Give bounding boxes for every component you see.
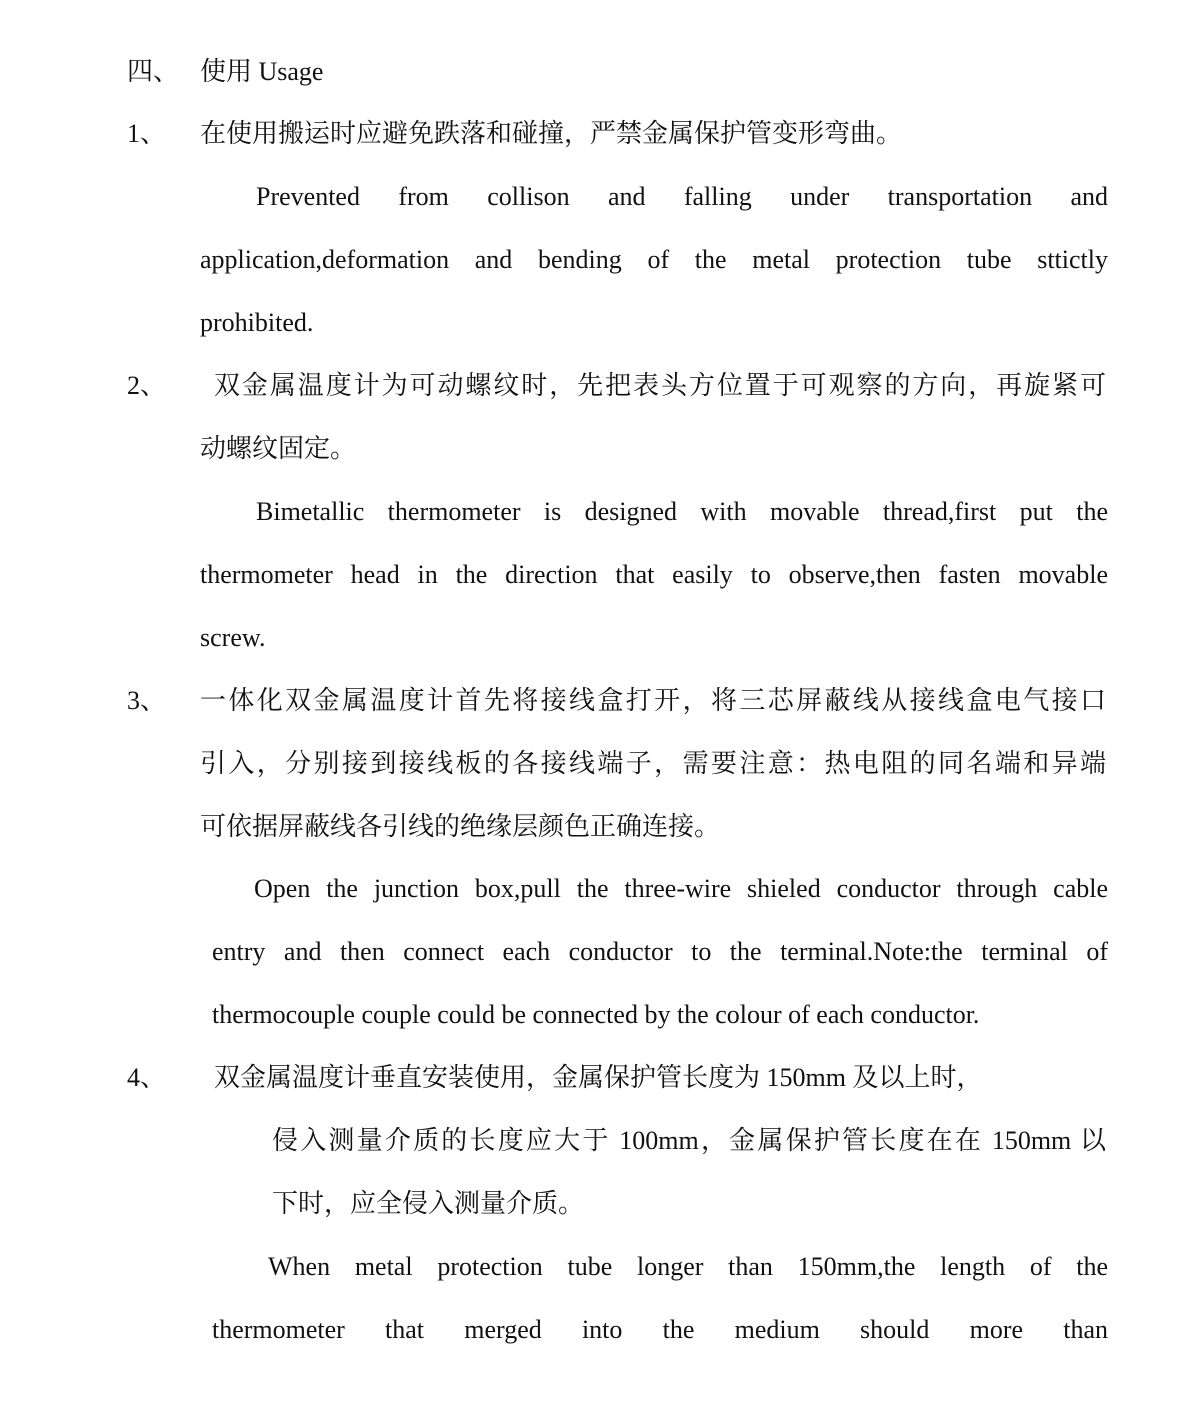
item-en-line: screw. <box>200 623 266 652</box>
item-en-line: application,deformation and bending of the metal protection tube sttictly <box>200 245 1108 274</box>
item-zh-line: 侵入测量介质的长度应大于 100mm，金属保护管长度在在 150mm 以 <box>272 1126 1106 1155</box>
item-zh-line: 一体化双金属温度计首先将接线盒打开，将三芯屏蔽线从接线盒电气接口 <box>200 686 1106 715</box>
item-zh-line: 下时，应全侵入测量介质。 <box>272 1189 585 1218</box>
item-zh-line: 双金属温度计垂直安装使用，金属保护管长度为 150mm 及以上时， <box>214 1063 983 1092</box>
item-en-line: thermocouple couple could be connected by the colour of each conductor. <box>212 1000 980 1029</box>
item-zh-line: 动螺纹固定。 <box>200 434 357 463</box>
item-zh-line: 可依据屏蔽线各引线的绝缘层颜色正确连接。 <box>200 812 721 841</box>
item-zh-line: 在使用搬运时应避免跌落和碰撞，严禁金属保护管变形弯曲。 <box>200 119 903 148</box>
item-en-line: thermometer head in the direction that easily to observe,then fasten movable <box>200 560 1108 589</box>
item-en-line: prohibited. <box>200 308 314 337</box>
item-zh-line: 引入，分别接到接线板的各接线端子，需要注意：热电阻的同名端和异端 <box>200 749 1106 778</box>
item-number: 2、 <box>127 371 167 400</box>
section-title: 使用 Usage <box>200 57 324 86</box>
item-en-line: Prevented from collison and falling under transportation and <box>256 182 1108 211</box>
item-en-line: entry and then connect each conductor to the terminal.Note:the terminal of <box>212 937 1108 966</box>
item-number: 3、 <box>127 686 167 715</box>
item-number: 1、 <box>127 119 167 148</box>
item-zh-line: 双金属温度计为可动螺纹时，先把表头方位置于可观察的方向，再旋紧可 <box>214 371 1106 400</box>
item-number: 4、 <box>127 1063 167 1092</box>
item-en-line: When metal protection tube longer than 150mm,the length of the <box>268 1252 1108 1281</box>
item-en-line: Bimetallic thermometer is designed with movable thread,first put the <box>256 497 1108 526</box>
section-number: 四、 <box>127 57 180 86</box>
item-en-line: Open the junction box,pull the three-wire shieled conductor through cable <box>254 874 1108 903</box>
item-en-line: thermometer that merged into the medium should more than <box>212 1315 1108 1344</box>
